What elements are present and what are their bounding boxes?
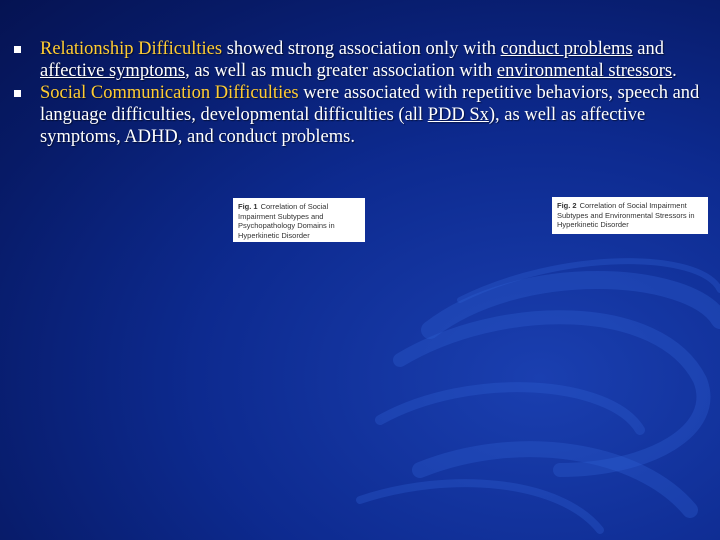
- highlighted-term: Relationship Difficulties: [40, 39, 223, 59]
- bullet-text: [40, 39, 677, 81]
- text-run: and: [632, 39, 664, 59]
- figure-1-thumbnail[interactable]: [233, 198, 365, 242]
- figure-1-caption: Correlation of Social Impairment Subtypes and Psychopathology Domains in Hyperkinetic Disorder: [238, 202, 335, 240]
- text-run: , as well as much greater association with: [185, 61, 497, 81]
- text-run: ), as well as affective symptoms, ADHD, and conduct problems.: [40, 105, 646, 147]
- square-bullet-icon: [14, 90, 21, 97]
- underlined-term: conduct problems: [500, 39, 633, 59]
- figure-2-caption: Correlation of Social Impairment Subtypes and Environmental Stressors in Hyperkinetic Disorder: [557, 201, 695, 229]
- text-run: were associated with repetitive behaviors, speech and language difficulties, developmental difficulties (all: [40, 83, 700, 125]
- bullet-social-communication-difficulties: [14, 82, 704, 148]
- figure-2-label: Fig. 2: [557, 201, 577, 210]
- bullet-text: [40, 83, 699, 147]
- text-run: showed strong association only with: [222, 39, 501, 59]
- highlighted-term: Social Communication Difficulties: [40, 83, 299, 103]
- figure-1-label: Fig. 1: [238, 202, 258, 211]
- square-bullet-icon: [14, 46, 21, 53]
- underlined-term: affective symptoms: [40, 61, 186, 81]
- figure-2-thumbnail[interactable]: [552, 197, 708, 234]
- bullet-list: [14, 38, 704, 148]
- text-run: .: [672, 61, 677, 81]
- underlined-term: PDD Sx: [427, 105, 489, 125]
- underlined-term: environmental stressors: [496, 61, 673, 81]
- bullet-relationship-difficulties: [14, 38, 704, 82]
